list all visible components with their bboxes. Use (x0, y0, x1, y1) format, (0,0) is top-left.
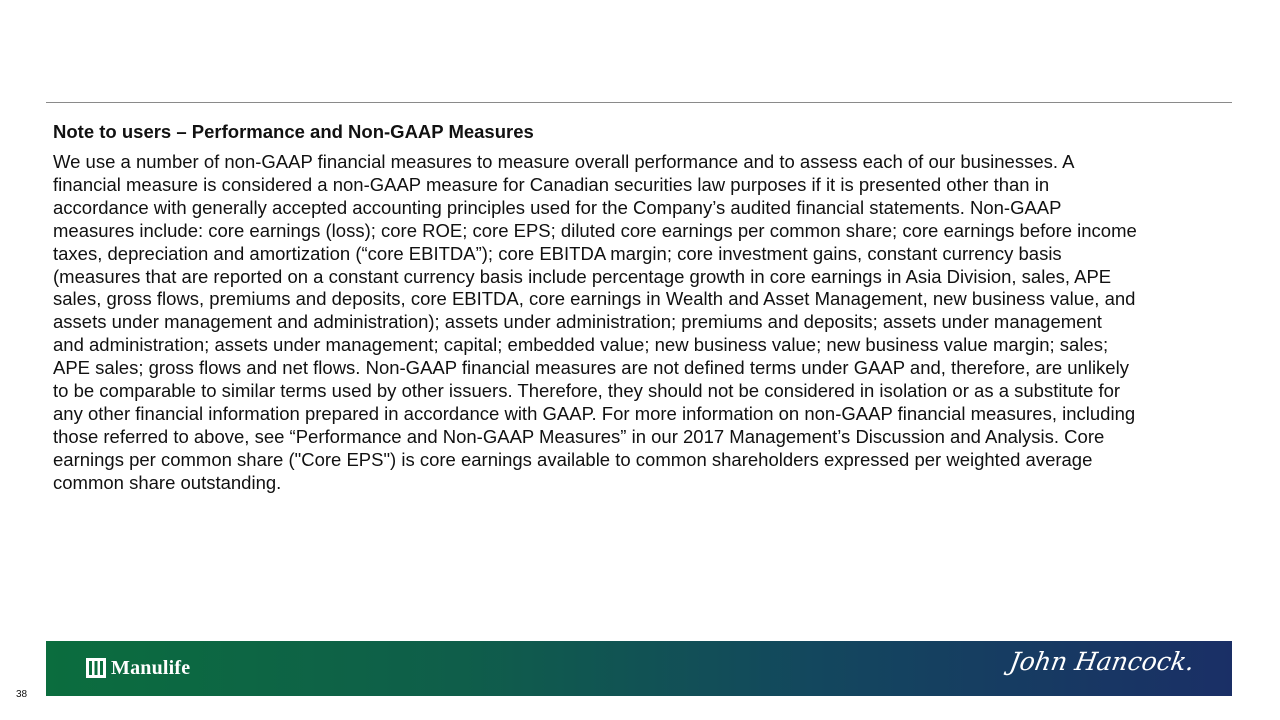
body-line: common share outstanding. (53, 471, 282, 493)
body-line: accordance with generally accepted accounting principles used for the Company’s audited financial statements. Non-GAAP (53, 196, 1062, 218)
john-hancock-logo: John Hancock. (1007, 647, 1197, 676)
body-line: and administration; assets under management; capital; embedded value; new business value; new business value margin; sales; (53, 334, 1109, 356)
body-line: any other financial information prepared in accordance with GAAP. For more information on non-GAAP financial measures, including (53, 402, 1136, 424)
note-body (53, 151, 1233, 495)
footer-band (46, 641, 1232, 696)
body-line: financial measure is considered a non-GAAP measure for Canadian securities law purposes if it is presented other than in (53, 173, 1050, 195)
body-line: We use a number of non-GAAP financial measures to measure overall performance and to assess each of our businesses. A (53, 151, 1075, 172)
body-line: those referred to above, see “Performance and Non-GAAP Measures” in our 2017 Management’s Discussion and Analysis. Core (53, 425, 1105, 447)
page-number: 38 (16, 689, 28, 700)
body-line: to be comparable to similar terms used by other issuers. Therefore, they should not be considered in isolation or as a substitute for (53, 380, 1121, 402)
body-line: (measures that are reported on a constant currency basis include percentage growth in core earnings in Asia Division, sales, APE (53, 265, 1112, 287)
body-line: earnings per common share ("Core EPS") is core earnings available to common shareholders expressed per weighted average (53, 448, 1093, 470)
body-line: taxes, depreciation and amortization (“core EBITDA”); core EBITDA margin; core investment gains, constant currency basis (53, 242, 1062, 264)
manulife-logo (86, 655, 190, 681)
body-line: measures include: core earnings (loss); core ROE; core EPS; diluted core earnings per common share; core earnings before income (53, 219, 1137, 241)
page-title: Note to users – Performance and Non-GAAP Measures (53, 121, 534, 142)
top-divider (46, 102, 1232, 103)
body-line: APE sales; gross flows and net flows. Non-GAAP financial measures are not defined terms under GAAP and, therefore, are unlikely (53, 357, 1129, 379)
body-line: assets under management and administration); assets under administration; premiums and deposits; assets under management (53, 311, 1102, 333)
manulife-m-icon (86, 658, 106, 678)
manulife-logo-text: Manulife (111, 656, 191, 679)
body-line: sales, gross flows, premiums and deposits, core EBITDA, core earnings in Wealth and Asset Management, new business value, and (53, 288, 1136, 310)
